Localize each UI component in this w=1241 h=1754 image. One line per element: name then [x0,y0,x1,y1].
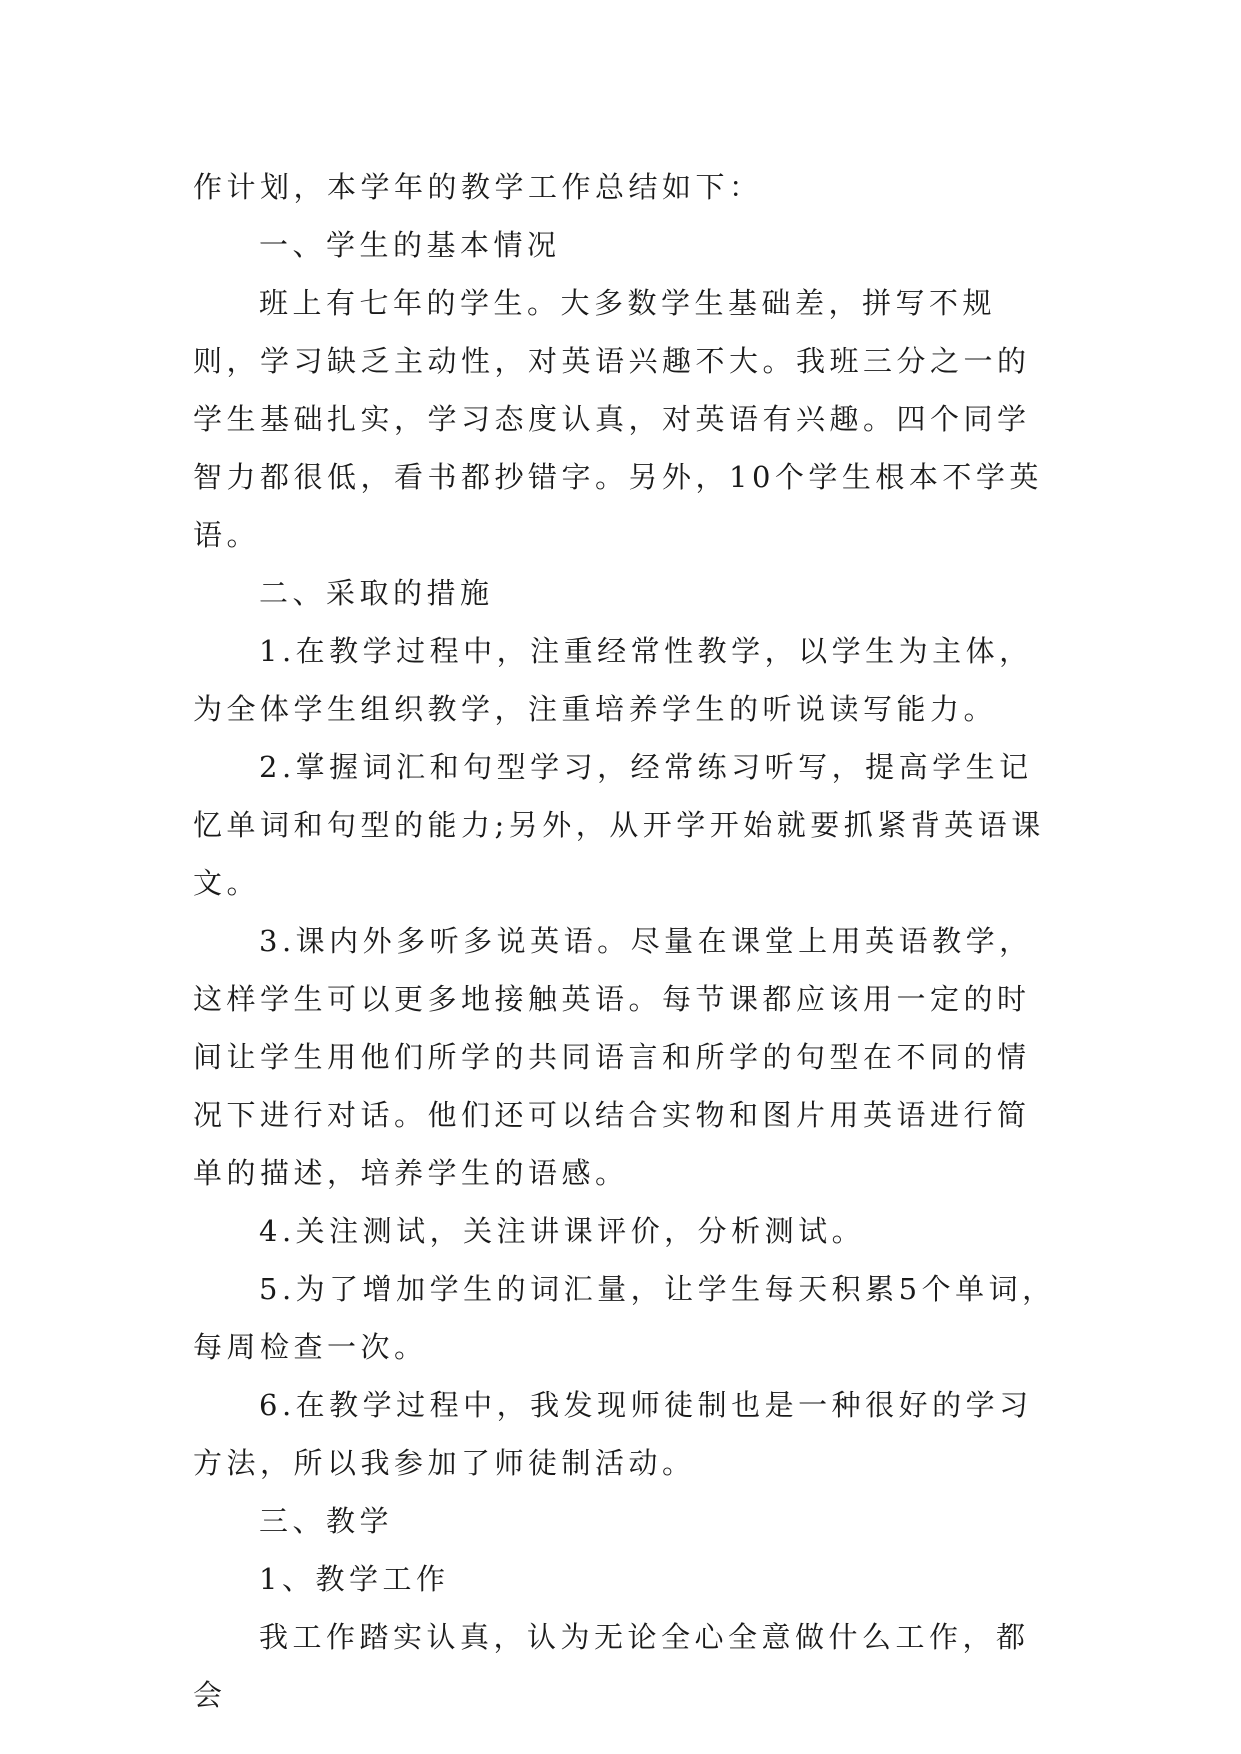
list-item: 3.课内外多听多说英语。尽量在课堂上用英语教学，这样学生可以更多地接触英语。每节课都应该用一定的时间让学生用他们所学的共同语言和所学的句型在不同的情况下进行对话。他们还可以结合实物和图片用英语进行简单的描述，培养学生的语感。 [193,924,1033,1190]
paragraph: 作计划，本学年的教学工作总结如下： [193,170,763,204]
list-item: 4.关注测试，关注讲课评价，分析测试。 [259,1214,866,1248]
list-item: 6.在教学过程中，我发现师徒制也是一种很好的学习方法，所以我参加了师徒制活动。 [193,1388,1033,1480]
list-item: 2.掌握词汇和句型学习，经常练习听写，提高学生记忆单词和句型的能力;另外，从开学开始就要抓紧背英语课文。 [193,750,1045,900]
list-item: 1.在教学过程中，注重经常性教学，以学生为主体，为全体学生组织教学，注重培养学生的听说读写能力。 [193,634,1033,726]
section-heading: 一、学生的基本情况 [259,228,561,262]
subsection-heading: 1、教学工作 [259,1562,450,1596]
list-item: 5.为了增加学生的词汇量，让学生每天积累5个单词，每周检查一次。 [193,1272,1056,1364]
paragraph: 班上有七年的学生。大多数学生基础差，拼写不规则，学习缺乏主动性，对英语兴趣不大。我班三分之一的学生基础扎实，学习态度认真，对英语有兴趣。四个同学智力都很低，看书都抄错字。另外，10个学生根本不学英语。 [193,286,1043,552]
section-heading: 二、采取的措施 [259,576,494,610]
document-body [193,158,1061,1724]
section-heading: 三、教学 [259,1504,394,1538]
paragraph: 我工作踏实认真，认为无论全心全意做什么工作，都会 [193,1620,1030,1712]
